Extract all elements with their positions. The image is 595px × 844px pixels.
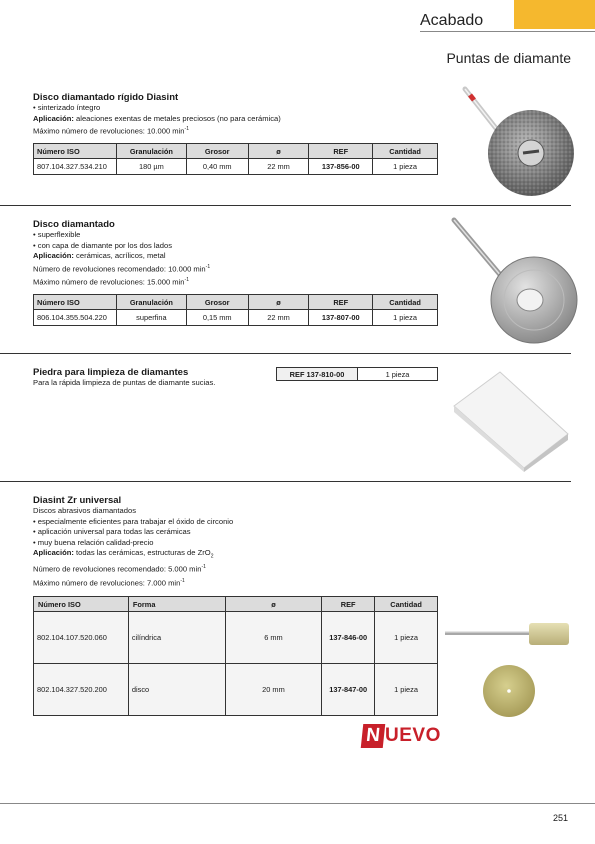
section-separator [0, 205, 571, 206]
product-line [33, 548, 433, 562]
product-line: • especialmente eficientes para trabajar el óxido de circonio [33, 516, 234, 526]
cleaning-stone-image [450, 368, 570, 472]
line-label: Aplicación: [33, 251, 74, 261]
table-cell: 137-847-00 [322, 664, 375, 716]
table-header: Grosor [186, 295, 248, 310]
superscript: -1 [184, 126, 189, 133]
header-rule [420, 31, 595, 32]
table-header: Cantidad [375, 597, 438, 612]
spec-table [33, 596, 438, 716]
table-header: Granulación [116, 295, 186, 310]
table-cell: 180 µm [116, 159, 186, 175]
table-header: Número ISO [34, 295, 117, 310]
table-header-row [34, 295, 438, 310]
cylinder-tool-image [443, 620, 573, 650]
flexible-disc-image [448, 216, 586, 344]
product-line: Discos abrasivos diamantados [33, 506, 136, 515]
product-line: • muy buena relación calidad-precio [33, 537, 154, 547]
line-text: cerámicas, acrílicos, metal [73, 251, 166, 261]
table-cell: 1 pieza [373, 159, 438, 175]
spec-table [33, 143, 438, 175]
product-line [33, 275, 433, 288]
table-row [34, 310, 438, 326]
line-text: todas las cerámicas, estructuras de ZrO [73, 548, 211, 558]
table-header: Grosor [186, 144, 248, 159]
product-line [33, 114, 433, 125]
diasint-disc-image [455, 85, 585, 197]
product-line: Para la rápida limpieza de puntas de diamante sucias. [33, 378, 216, 387]
product-2-block [33, 219, 433, 288]
product-1-block [33, 92, 433, 137]
section-separator [0, 481, 571, 482]
table-cell: 806.104.355.504.220 [34, 310, 117, 326]
superscript: -1 [201, 564, 206, 571]
page-header-title: Acabado [420, 12, 484, 29]
table-header: Cantidad [373, 144, 438, 159]
ref-cell: REF 137-810-00 [277, 368, 358, 381]
table-header: ø [248, 295, 309, 310]
spec-table [33, 294, 438, 326]
table-cell: 1 pieza [373, 310, 438, 326]
page-number: 251 [553, 813, 569, 823]
product-line [33, 124, 433, 137]
table-cell: 20 mm [225, 664, 322, 716]
table-cell: 0,40 mm [186, 159, 248, 175]
table-cell: 137-856-00 [309, 159, 373, 175]
table-header: ø [248, 144, 309, 159]
table-row [34, 664, 438, 716]
table-header: Número ISO [34, 144, 117, 159]
table-header: Granulación [116, 144, 186, 159]
line-label: Aplicación: [33, 548, 74, 558]
line-text: Número de revoluciones recomendado: 5.000 min [33, 565, 202, 575]
table-header: REF [309, 144, 373, 159]
product-3-block [33, 367, 283, 389]
product-title: Diasint Zr universal [33, 495, 122, 506]
table-header-row [34, 597, 438, 612]
table-cell: disco [128, 664, 225, 716]
table-cell: superfina [116, 310, 186, 326]
line-text: Máximo número de revoluciones: 10.000 min [33, 126, 185, 136]
superscript: -1 [205, 263, 211, 270]
table-cell: 0,15 mm [186, 310, 248, 326]
product-line [33, 251, 433, 262]
table-cell: 22 mm [248, 159, 309, 175]
line-label: Aplicación: [33, 113, 74, 123]
table-row [34, 612, 438, 664]
table-cell: 802.104.327.520.200 [34, 664, 129, 716]
product-line: • aplicación universal para todas las cerámicas [33, 527, 191, 537]
table-header: ø [225, 597, 322, 612]
product-line: • sinterizado íntegro [33, 103, 101, 112]
table-header: Forma [128, 597, 225, 612]
product-4-block [33, 495, 433, 589]
product-title: Disco diamantado [33, 219, 115, 230]
superscript: -1 [184, 276, 189, 283]
table-cell: 1 pieza [375, 612, 438, 664]
table-header: Cantidad [373, 295, 438, 310]
product-line [33, 562, 433, 575]
new-badge-initial: N [361, 724, 386, 748]
product-line: • con capa de diamante por los dos lados [33, 240, 173, 250]
table-header: REF [322, 597, 375, 612]
table-cell: 1 pieza [375, 664, 438, 716]
table-row [34, 159, 438, 175]
product-title: Disco diamantado rígido Diasint [33, 92, 179, 103]
ref-table [276, 367, 438, 381]
table-cell: 137-807-00 [309, 310, 373, 326]
table-cell: cilíndrica [128, 612, 225, 664]
table-cell: 22 mm [248, 310, 309, 326]
disc-tool-image [481, 663, 537, 719]
table-cell: 6 mm [225, 612, 322, 664]
table-cell: 807.104.327.534.210 [34, 159, 117, 175]
product-title: Piedra para limpieza de diamantes [33, 367, 189, 378]
subscript: 2 [210, 553, 214, 560]
new-badge-text: UEVO [385, 725, 441, 746]
table-cell: 137-846-00 [322, 612, 375, 664]
footer-rule [0, 803, 595, 804]
line-text: Máximo número de revoluciones: 15.000 min [33, 277, 185, 287]
table-row [277, 368, 438, 381]
product-line [33, 262, 433, 275]
product-line: • superflexible [33, 230, 81, 239]
section-title: Puntas de diamante [446, 50, 571, 66]
quantity-cell: 1 pieza [358, 368, 438, 381]
line-text: Máximo número de revoluciones: 7.000 min [33, 578, 181, 588]
table-cell: 802.104.107.520.060 [34, 612, 129, 664]
new-badge [362, 724, 441, 748]
superscript: -1 [180, 577, 185, 584]
header-accent-tab [514, 0, 595, 29]
product-line [33, 576, 433, 589]
line-text: aleaciones exentas de metales preciosos (no para cerámica) [73, 113, 281, 123]
table-header-row [34, 144, 438, 159]
line-text: Número de revoluciones recomendado: 10.000 min [33, 264, 206, 274]
table-header: Número ISO [34, 597, 129, 612]
section-separator [0, 353, 571, 354]
table-header: REF [309, 295, 373, 310]
